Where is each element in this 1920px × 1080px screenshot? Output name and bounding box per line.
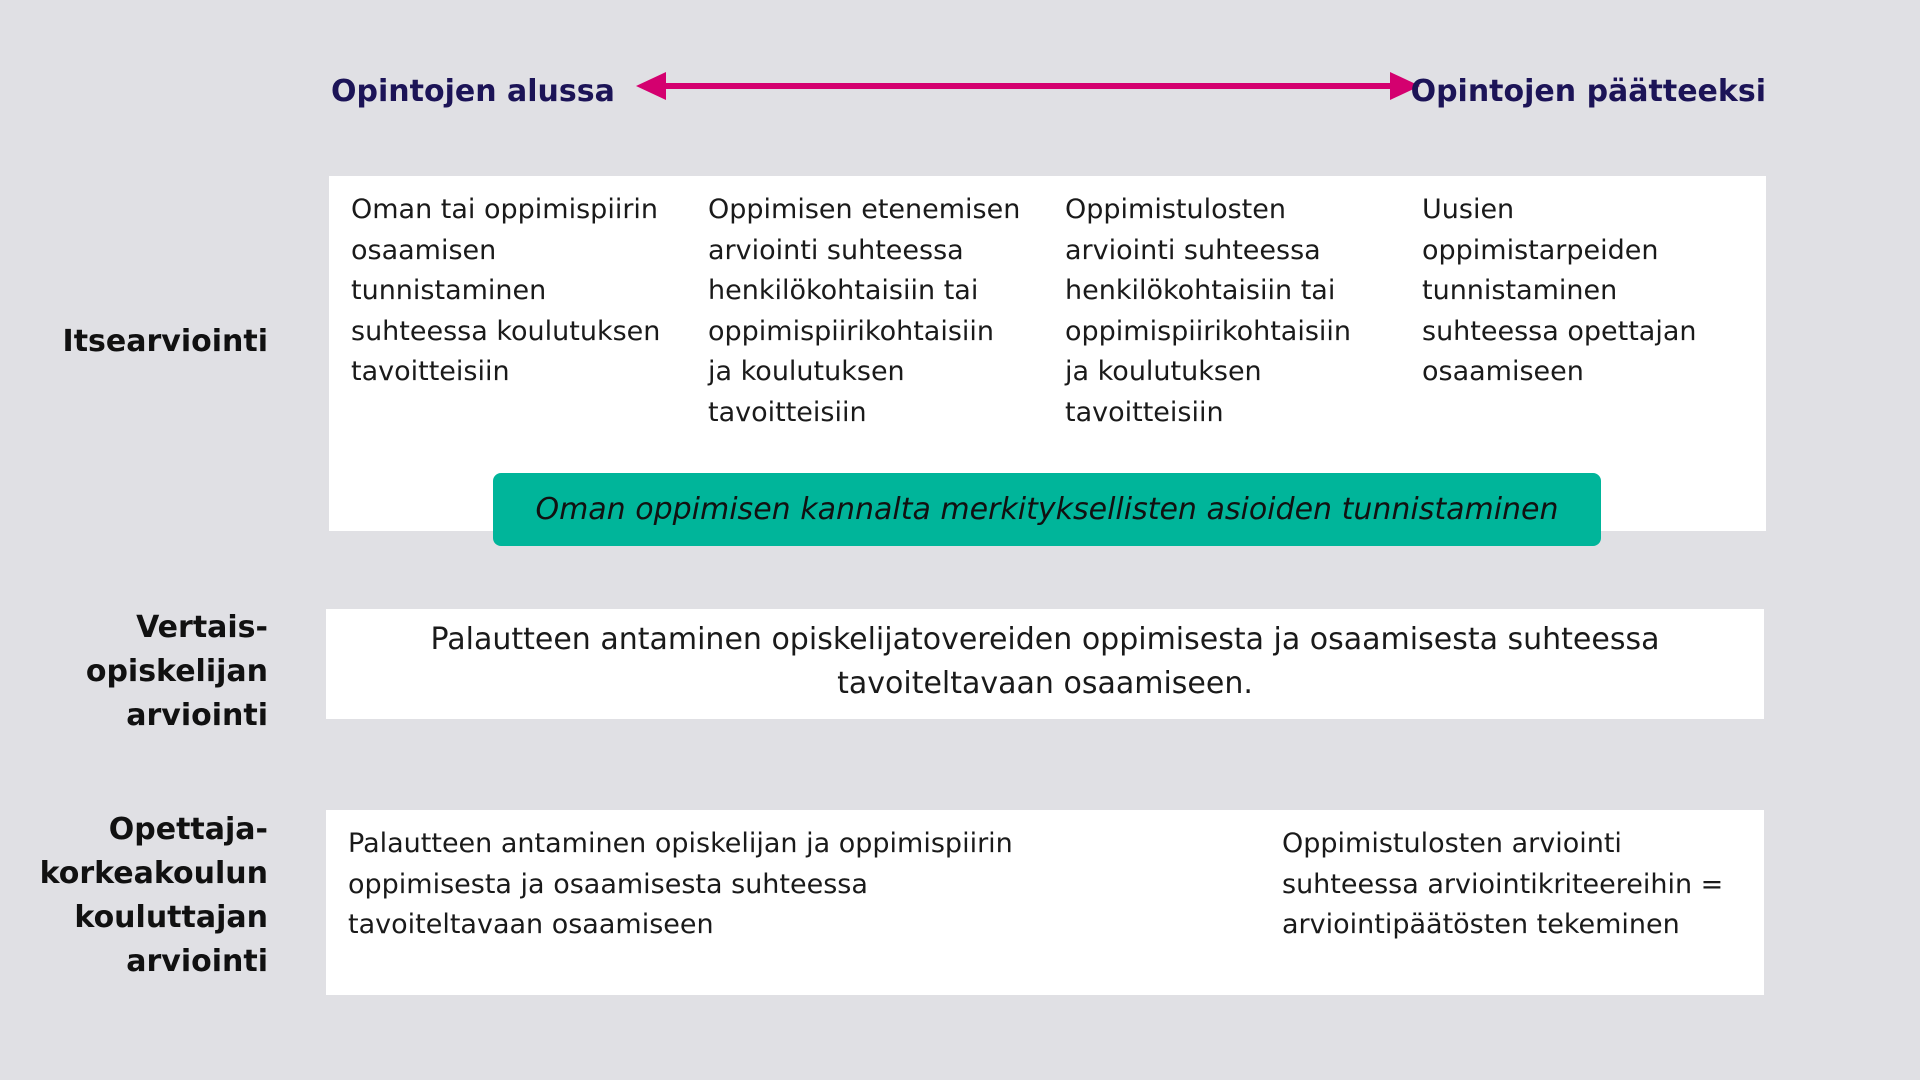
text-line: tunnistaminen	[1422, 275, 1618, 306]
row-label-self-assessment	[63, 320, 268, 364]
text-line: arviointipäätösten tekeminen	[1282, 909, 1680, 940]
text-line: oppimispiirikohtaisiin	[708, 315, 995, 347]
row-label-peer-assessment	[86, 606, 268, 738]
text-line: Oppimistulosten arviointi	[1282, 828, 1622, 859]
text-line: ja koulutuksen	[1065, 356, 1262, 387]
text-line: osaamisen	[351, 234, 497, 266]
text-line: osaamiseen	[1422, 356, 1584, 387]
end-label: Opintojen päätteeksi	[1410, 74, 1766, 109]
row-label-line: Itsearviointi	[62, 324, 268, 359]
self-column-1	[351, 190, 691, 393]
text-line: henkilökohtaisiin tai	[1065, 275, 1336, 306]
text-line: Palautteen antaminen opiskelijatovereiden oppimisesta ja osaamisesta suhteessa	[430, 622, 1660, 657]
row-label-line: opiskelijan	[85, 654, 268, 689]
row-label-line: Opettaja-	[108, 812, 268, 847]
teacher-evaluation-text	[1282, 824, 1723, 946]
text-line: oppimispiirikohtaisiin	[1065, 315, 1352, 347]
row-label-line: Vertais-	[136, 610, 268, 645]
text-line: ja koulutuksen	[708, 356, 905, 387]
text-line: tavoitteisiin	[1065, 396, 1224, 428]
text-line: arviointi suhteessa	[708, 234, 964, 266]
text-line: arviointi suhteessa	[1065, 234, 1321, 266]
text-line: Palautteen antaminen opiskelijan ja oppimispiirin	[348, 828, 1013, 859]
self-column-4	[1422, 190, 1762, 393]
text-line: tunnistaminen	[351, 275, 547, 306]
row-label-line: korkeakoulun	[39, 856, 268, 891]
arrow-head-left	[636, 72, 666, 100]
text-line: oppimisesta ja osaamisesta suhteessa	[348, 868, 868, 900]
text-line: suhteessa koulutuksen	[351, 315, 661, 347]
text-line: tavoitteisiin	[351, 356, 510, 387]
text-line: Oman tai oppimispiirin	[351, 194, 659, 225]
text-line: suhteessa opettajan	[1422, 315, 1697, 347]
text-line: Oppimistulosten	[1065, 194, 1286, 225]
text-line: Oppimisen etenemisen	[708, 194, 1021, 225]
row-label-teacher-assessment	[40, 808, 268, 984]
teacher-assessment-panel	[326, 810, 1764, 995]
text-line: henkilökohtaisiin tai	[708, 275, 979, 306]
start-label: Opintojen alussa	[331, 74, 615, 109]
self-column-3	[1065, 190, 1405, 433]
row-label-line: arviointi	[126, 944, 268, 979]
peer-assessment-text	[326, 618, 1764, 706]
teacher-feedback-text	[348, 824, 1013, 946]
row-label-line: kouluttajan	[74, 900, 268, 935]
text-line: Uusien	[1422, 194, 1515, 225]
double-arrow-icon	[636, 66, 1420, 106]
text-line: oppimistarpeiden	[1422, 234, 1659, 266]
row-label-line: arviointi	[126, 698, 268, 733]
text-line: tavoitteisiin	[708, 396, 867, 428]
text-line: suhteessa arviointikriteereihin =	[1282, 868, 1724, 900]
self-column-2	[708, 190, 1048, 433]
text-line: tavoiteltavaan osaamiseen.	[837, 666, 1253, 701]
peer-assessment-panel	[326, 609, 1764, 719]
self-assessment-banner: Oman oppimisen kannalta merkityksellisten asioiden tunnistaminen	[493, 473, 1601, 546]
text-line: tavoiteltavaan osaamiseen	[348, 909, 714, 940]
